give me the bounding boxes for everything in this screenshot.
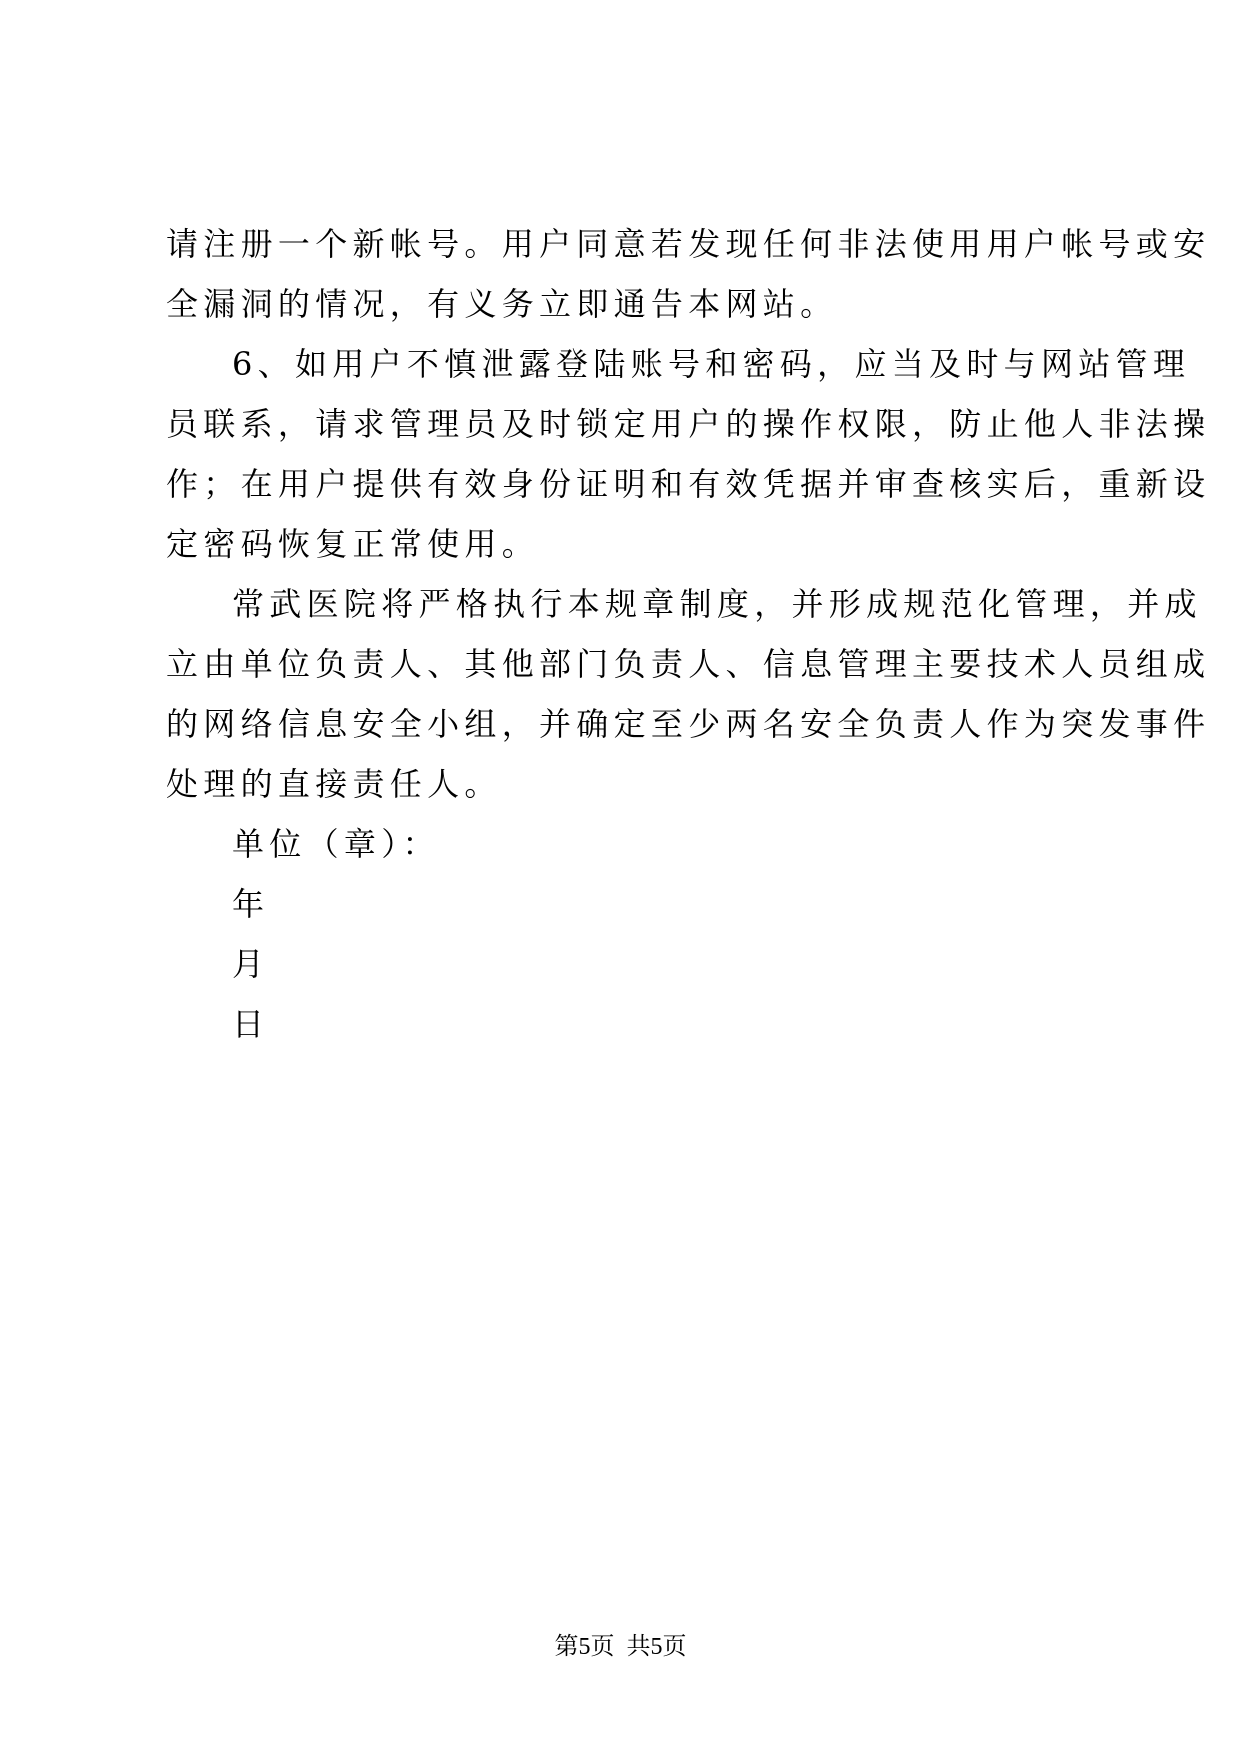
unit-seal-label: 单位（章）： [232, 825, 440, 863]
page-footer: 第5页 共5页 [554, 1634, 687, 1660]
text-line: 常武医院将严格执行本规章制度，并形成规范化管理，并成 [232, 585, 1202, 623]
text-line: 6、如用户不慎泄露登陆账号和密码，应当及时与网站管理 [232, 345, 1191, 383]
paragraph-password-leak [166, 344, 1211, 584]
text-line: 定密码恢复正常使用。 [166, 525, 540, 563]
month-label: 月 [232, 945, 270, 983]
text-line: 作；在用户提供有效身份证明和有效凭据并审查核实后，重新设 [166, 465, 1211, 503]
text-line: 的网络信息安全小组，并确定至少两名安全负责人作为突发事件 [166, 705, 1211, 743]
signature-block [166, 824, 1078, 1064]
text-line: 立由单位负责人、其他部门负责人、信息管理主要技术人员组成 [166, 645, 1211, 683]
year-label: 年 [232, 885, 270, 923]
text-line: 请注册一个新帐号。用户同意若发现任何非法使用用户帐号或安 [166, 225, 1211, 263]
text-line: 全漏洞的情况，有义务立即通告本网站。 [166, 285, 838, 323]
text-line: 员联系，请求管理员及时锁定用户的操作权限，防止他人非法操 [166, 405, 1211, 443]
day-label: 日 [232, 1005, 270, 1043]
paragraph-account-security [166, 224, 1211, 344]
paragraph-hospital-policy [166, 584, 1211, 824]
text-line: 处理的直接责任人。 [166, 765, 502, 803]
document-body [166, 224, 1211, 1064]
